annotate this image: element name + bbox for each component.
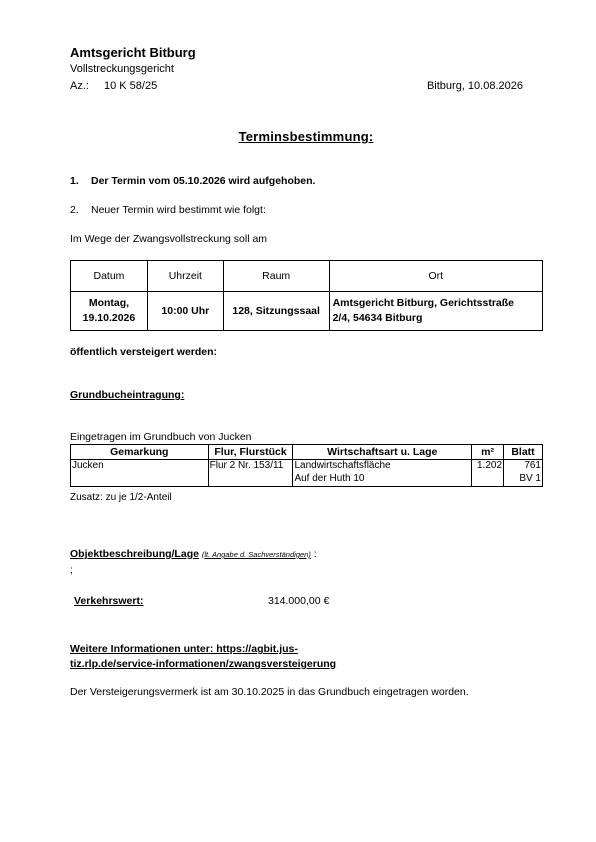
- appointment-weekday: Montag,: [88, 297, 130, 309]
- info-link-line-2[interactable]: tiz.rlp.de/service-informationen/zwangsversteigerung: [70, 658, 337, 670]
- table-row: [71, 292, 543, 331]
- case-number: 10 K 58/25: [104, 80, 158, 92]
- place-date: Bitburg, 10.08.2026: [426, 80, 523, 92]
- info-link-line-1[interactable]: Weitere Informationen unter: https://agbit.jus-: [70, 643, 298, 655]
- table-cell: Landwirtschaftsfläche: [293, 460, 472, 474]
- object-description-heading: [70, 548, 317, 560]
- column-header-parcel: Flur, Flurstück: [208, 445, 293, 460]
- court-department: Vollstreckungsgericht: [70, 63, 174, 75]
- object-description-label: Objektbeschreibung/Lage: [70, 548, 199, 560]
- land-register-intro: Eingetragen im Grundbuch von Jucken: [70, 431, 252, 443]
- table-cell: 1.202: [472, 460, 504, 474]
- appointment-table: [70, 260, 543, 331]
- appointment-date: [71, 292, 148, 331]
- column-header-district: Gemarkung: [71, 445, 209, 460]
- column-header-area: m²: [472, 445, 504, 460]
- table-cell: Flur 2 Nr. 153/11: [208, 460, 293, 474]
- list-item-new-date: [70, 204, 266, 216]
- market-value-label: Verkehrswert:: [74, 595, 144, 607]
- column-header-use: Wirtschaftsart u. Lage: [293, 445, 472, 460]
- location-line-2: 2/4, 54634 Bitburg: [332, 312, 423, 324]
- table-header-row: [71, 445, 543, 460]
- land-register-table: [70, 444, 543, 487]
- object-description-text: ;: [70, 564, 73, 576]
- column-header-sheet: Blatt: [504, 445, 543, 460]
- appointment-room: 128, Sitzungssaal: [223, 292, 329, 331]
- table-cell: [71, 473, 209, 487]
- market-value: 314.000,00 €: [268, 595, 330, 607]
- register-note: Der Versteigerungsvermerk ist am 30.10.2025 in das Grundbuch eingetragen worden.: [70, 686, 469, 698]
- location-line-1: Amtsgericht Bitburg, Gerichtsstraße: [332, 297, 515, 309]
- appointment-location: [329, 292, 542, 331]
- column-header-room: Raum: [223, 261, 329, 292]
- auction-intro: Im Wege der Zwangsvollstreckung soll am: [70, 233, 268, 245]
- table-cell: 761: [504, 460, 543, 474]
- list-item-number: 1.: [70, 175, 79, 187]
- land-register-heading: Grundbucheintragung:: [70, 389, 185, 401]
- court-name: Amtsgericht Bitburg: [70, 45, 196, 60]
- list-item-text: Der Termin vom 05.10.2026 wird aufgehoben.: [91, 175, 316, 187]
- case-number-label: Az.:: [70, 80, 89, 92]
- table-row: [71, 460, 543, 474]
- appointment-date-value: 19.10.2026: [82, 312, 136, 324]
- column-header-time: Uhrzeit: [147, 261, 223, 292]
- list-item-text: Neuer Termin wird bestimmt wie folgt:: [91, 204, 266, 216]
- column-header-location: Ort: [329, 261, 542, 292]
- auction-statement: öffentlich versteigert werden:: [70, 346, 218, 358]
- share-note: Zusatz: zu je 1/2-Anteil: [70, 492, 172, 503]
- object-description-source: (lt. Angabe d. Sachverständigen): [201, 550, 311, 559]
- info-link[interactable]: [70, 642, 336, 672]
- table-cell: Auf der Huth 10: [293, 473, 472, 487]
- table-cell: [208, 473, 293, 487]
- list-item-number: 2.: [70, 204, 79, 216]
- appointment-time: 10:00 Uhr: [147, 292, 223, 331]
- table-cell: [472, 473, 504, 487]
- column-header-date: Datum: [71, 261, 148, 292]
- table-cell: BV 1: [504, 473, 543, 487]
- table-header-row: [71, 261, 543, 292]
- document-title: Terminsbestimmung:: [238, 129, 374, 144]
- object-description-colon: :: [313, 548, 317, 560]
- table-row: [71, 473, 543, 487]
- list-item-cancelled: [70, 175, 315, 187]
- table-cell: Jucken: [71, 460, 209, 474]
